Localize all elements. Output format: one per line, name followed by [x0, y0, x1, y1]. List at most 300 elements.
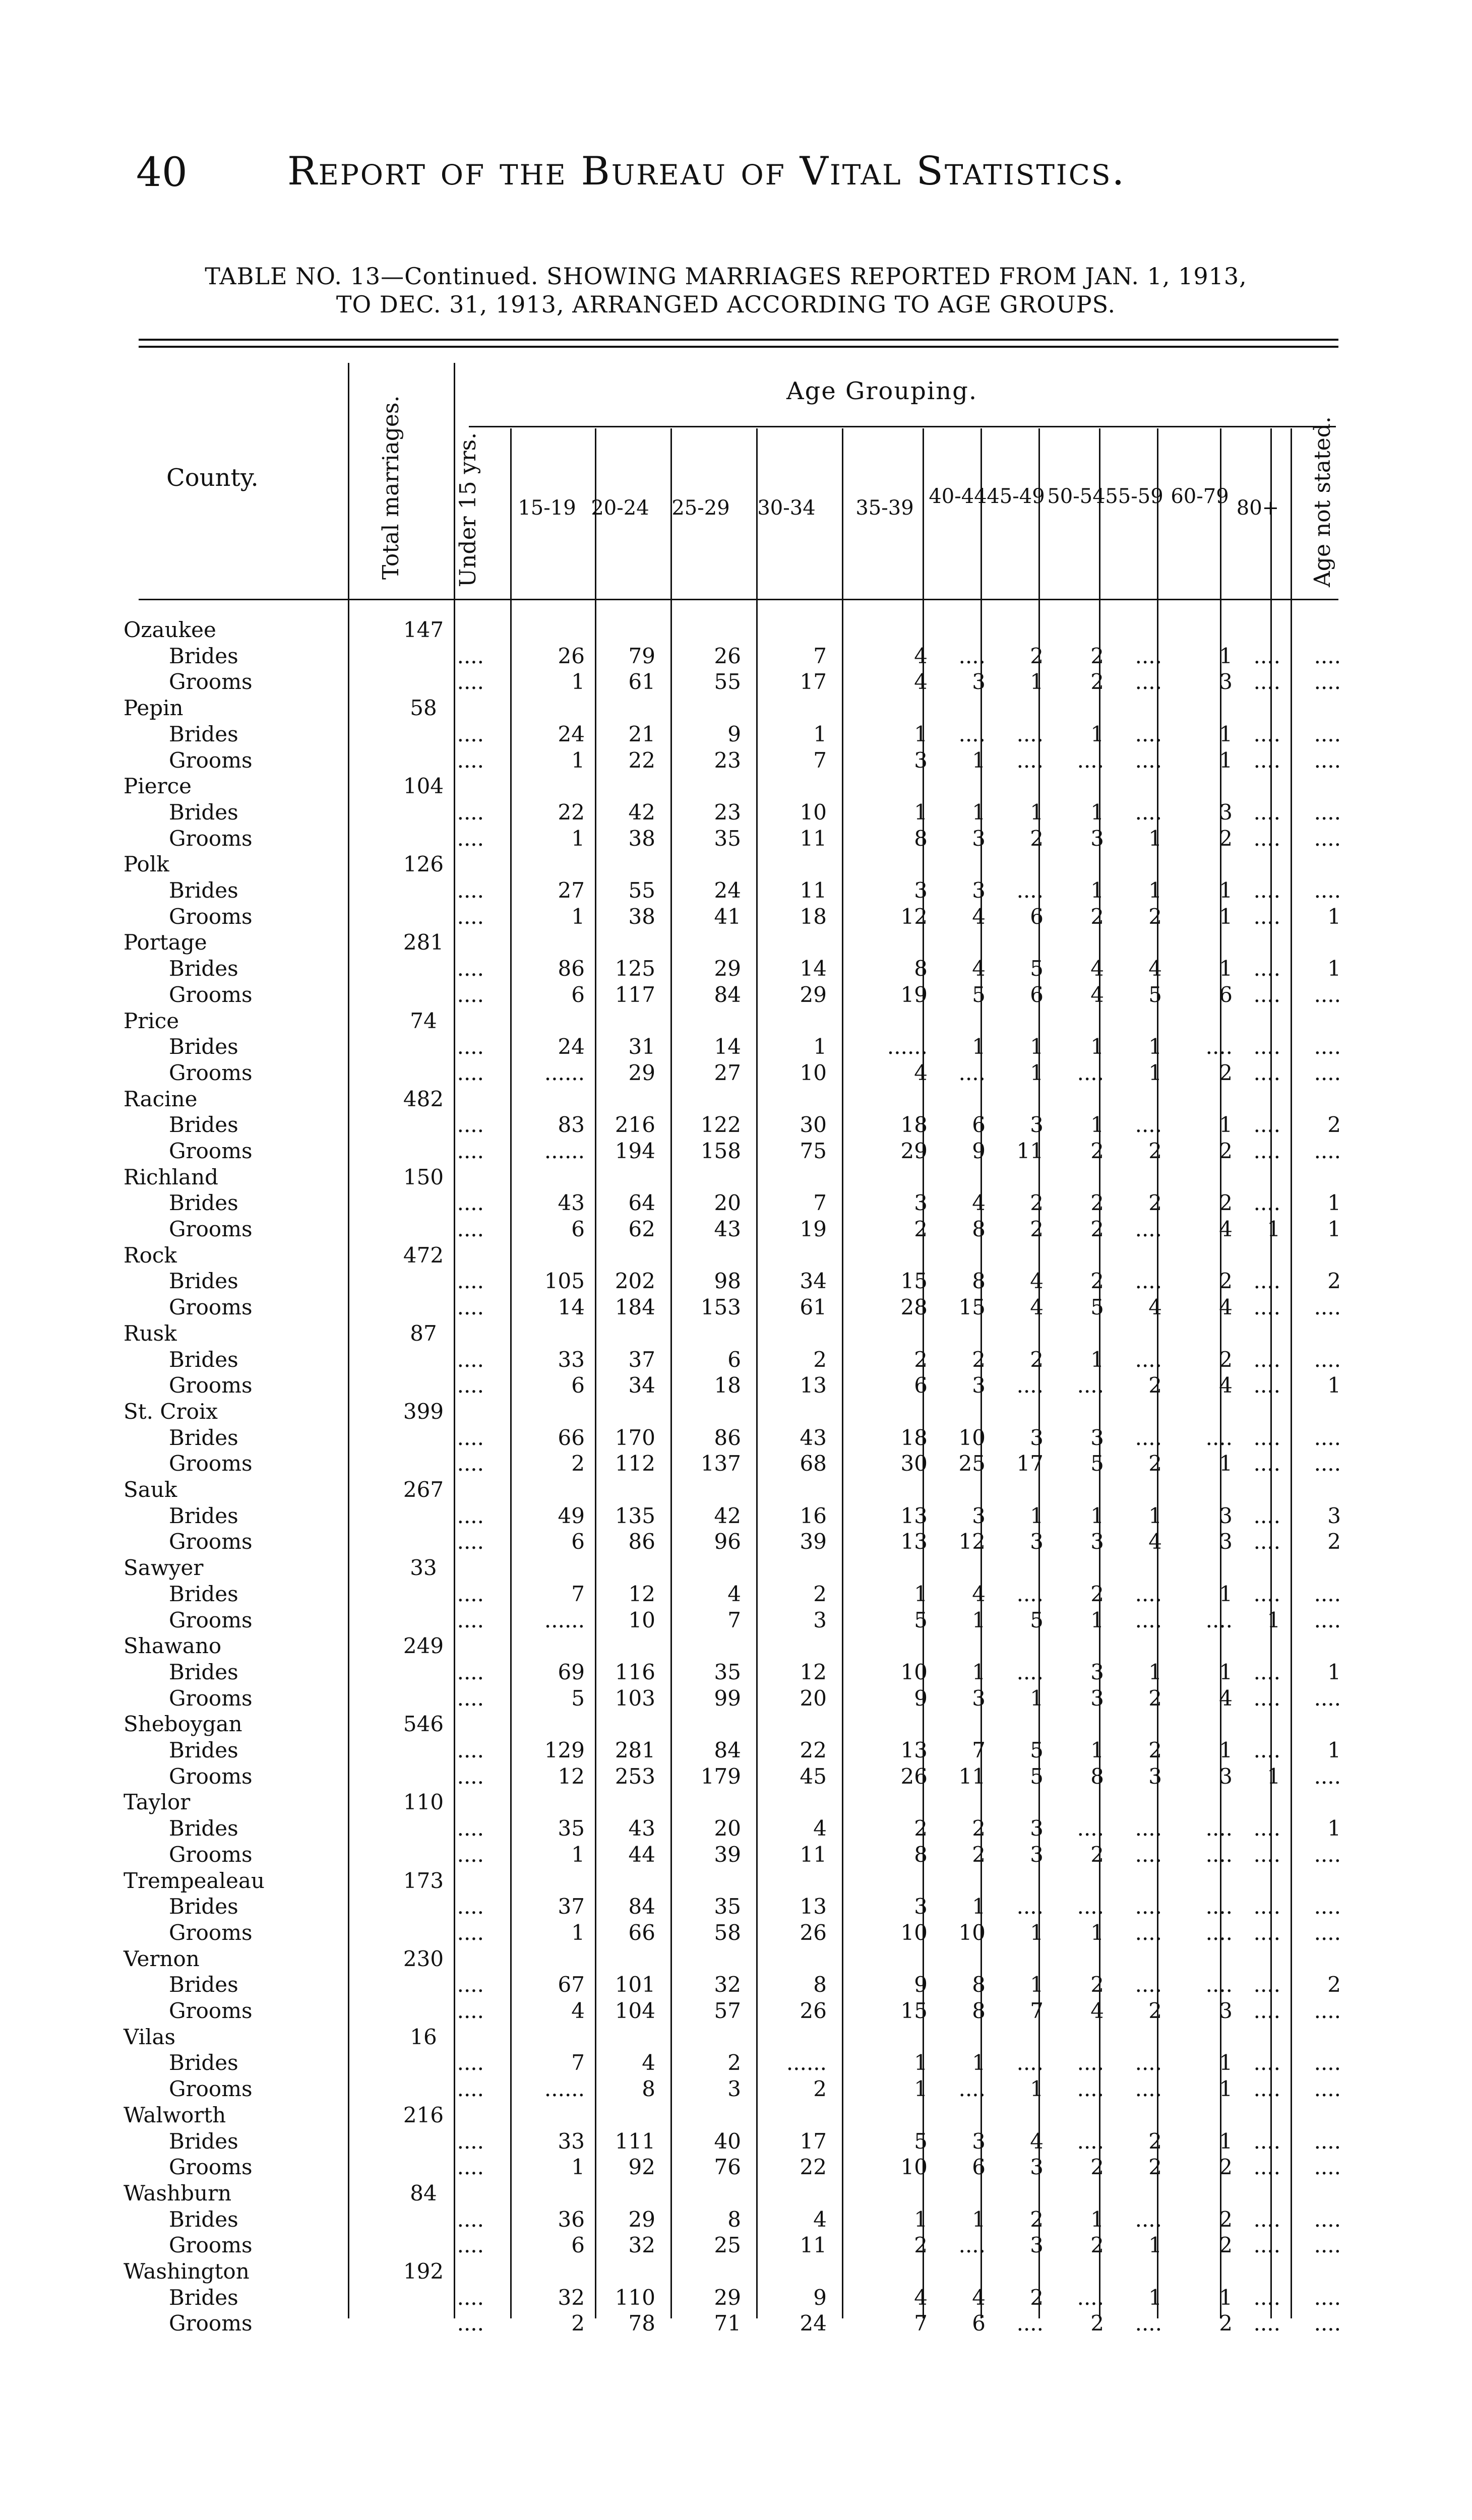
age-count-cell: 2 — [1219, 1190, 1233, 1215]
age-count-cell: 26 — [900, 1764, 928, 1789]
age-count-cell: 26 — [800, 1920, 827, 1945]
age-count-cell: 4 — [1090, 956, 1104, 981]
age-count-cell: 84 — [628, 1894, 655, 1919]
age-count-cell: 9 — [972, 1139, 986, 1163]
total-marriages-value: 84 — [410, 2181, 437, 2206]
age-count-cell: 42 — [628, 800, 655, 825]
age-count-cell: 1 — [1030, 2076, 1044, 2101]
age-count-cell: 1 — [1219, 878, 1233, 903]
age-count-cell: 6 — [972, 1112, 986, 1137]
age-count-cell: 3 — [972, 669, 986, 694]
age-count-cell: 111 — [615, 2129, 655, 2154]
age-count-cell: 1 — [1030, 1920, 1044, 1945]
age-count-cell: 32 — [628, 2233, 655, 2257]
brides-label: Brides — [169, 1816, 238, 1841]
grooms-row — [0, 1295, 1472, 1321]
county-row — [0, 852, 1472, 878]
age-count-cell: 2 — [1090, 904, 1104, 929]
age-count-cell: 30 — [800, 1112, 827, 1137]
age-count-cell: .... — [1253, 1139, 1280, 1163]
age-count-cell: .... — [457, 2207, 484, 2232]
age-count-cell: 1 — [1219, 722, 1233, 746]
age-count-cell: 4 — [571, 1998, 585, 2023]
age-count-cell: .... — [1077, 1373, 1104, 1398]
county-name: Rock — [124, 1243, 177, 1268]
age-count-cell: 19 — [800, 1217, 827, 1241]
age-count-cell: 15 — [900, 1269, 928, 1293]
age-count-cell: 3 — [1219, 669, 1233, 694]
county-row — [0, 1712, 1472, 1738]
age-count-cell: .... — [1253, 800, 1280, 825]
age-count-cell: 38 — [628, 826, 655, 851]
age-count-cell: .... — [457, 1217, 484, 1241]
age-count-cell: 2 — [972, 1816, 986, 1841]
brides-row — [0, 1582, 1472, 1608]
age-count-cell: 1 — [914, 800, 928, 825]
county-name: Portage — [124, 930, 207, 955]
age-count-cell: 1 — [972, 1660, 986, 1684]
total-marriages-value: 74 — [410, 1009, 437, 1033]
age-count-cell: 5 — [914, 1608, 928, 1632]
age-count-cell: 27 — [558, 878, 585, 903]
age-count-cell: .... — [1253, 2233, 1280, 2257]
age-count-cell: .... — [457, 1816, 484, 1841]
age-count-cell: .... — [457, 1920, 484, 1945]
age-count-cell: 4 — [1030, 1269, 1044, 1293]
age-count-cell: 2 — [1327, 1529, 1341, 1554]
age-count-cell: .... — [457, 1503, 484, 1528]
age-count-cell: 11 — [800, 878, 827, 903]
age-count-cell: 2 — [914, 1217, 928, 1241]
age-count-cell: 86 — [558, 956, 585, 981]
age-count-cell: 3 — [914, 1894, 928, 1919]
age-count-cell: .... — [1253, 904, 1280, 929]
grooms-label: Grooms — [169, 2233, 253, 2257]
brides-row — [0, 1347, 1472, 1373]
age-count-cell: .... — [457, 1764, 484, 1789]
brides-row — [0, 800, 1472, 826]
age-count-cell: .... — [1253, 1451, 1280, 1476]
age-count-cell: .... — [1077, 2050, 1104, 2075]
grooms-label: Grooms — [169, 2311, 253, 2336]
total-marriages-value: 192 — [403, 2259, 444, 2284]
age-count-cell: 5 — [1148, 982, 1162, 1007]
grooms-label: Grooms — [169, 982, 253, 1007]
brides-row — [0, 2129, 1472, 2155]
age-count-cell: 129 — [544, 1738, 585, 1762]
age-count-cell: .... — [1016, 878, 1044, 903]
age-count-cell: 12 — [628, 1582, 655, 1606]
total-marriages-value: 150 — [403, 1165, 444, 1189]
age-count-cell: 2 — [914, 1347, 928, 1372]
age-count-cell: 92 — [628, 2155, 655, 2179]
age-count-cell: .... — [1253, 956, 1280, 981]
age-count-cell: 1 — [1090, 2207, 1104, 2232]
age-count-cell: 1 — [1090, 1608, 1104, 1632]
grooms-row — [0, 1139, 1472, 1165]
age-count-cell: .... — [1253, 722, 1280, 746]
county-row — [0, 2181, 1472, 2207]
age-count-cell: .... — [1077, 2285, 1104, 2310]
age-count-cell: 18 — [800, 904, 827, 929]
age-count-cell: 2 — [1148, 1139, 1162, 1163]
age-count-cell: 7 — [813, 748, 827, 773]
grooms-label: Grooms — [169, 748, 253, 773]
age-count-cell: 10 — [900, 1660, 928, 1684]
age-column-header: 40-44 — [929, 485, 987, 508]
age-count-cell: .... — [1253, 1269, 1280, 1293]
county-name: Rusk — [124, 1321, 177, 1346]
header-bottom-rule — [139, 599, 1338, 600]
age-count-cell: .... — [1253, 826, 1280, 851]
age-count-cell: 37 — [558, 1894, 585, 1919]
grooms-row — [0, 982, 1472, 1009]
age-count-cell: 1 — [1267, 1217, 1280, 1241]
age-count-cell: 29 — [628, 1060, 655, 1085]
age-count-cell: .... — [1135, 1347, 1162, 1372]
brides-row — [0, 878, 1472, 904]
age-count-cell: 34 — [800, 1269, 827, 1293]
age-count-cell: .... — [457, 1112, 484, 1137]
age-count-cell: .... — [958, 2233, 986, 2257]
age-count-cell: .... — [1253, 1582, 1280, 1606]
age-count-cell: .... — [1135, 1269, 1162, 1293]
brides-label: Brides — [169, 722, 238, 746]
age-count-cell: .... — [1314, 722, 1341, 746]
total-marriages-header: Total marriages. — [378, 395, 404, 580]
age-count-cell: 4 — [813, 1816, 827, 1841]
brides-label: Brides — [169, 1503, 238, 1528]
age-count-cell: 3 — [1030, 1529, 1044, 1554]
age-count-cell: 35 — [714, 1660, 741, 1684]
age-count-cell: 1 — [914, 2207, 928, 2232]
age-count-cell: 2 — [1148, 1373, 1162, 1398]
age-count-cell: .... — [1253, 748, 1280, 773]
age-count-cell: 20 — [714, 1816, 741, 1841]
age-count-cell: 6 — [571, 1373, 585, 1398]
age-count-cell: .... — [457, 2233, 484, 2257]
age-count-cell: 1 — [1327, 956, 1341, 981]
grooms-row — [0, 1686, 1472, 1712]
brides-label: Brides — [169, 2129, 238, 2154]
age-count-cell: 1 — [1030, 1686, 1044, 1711]
age-count-cell: .... — [457, 2155, 484, 2179]
age-count-cell: 4 — [642, 2050, 655, 2075]
age-count-cell: 8 — [972, 1998, 986, 2023]
age-count-cell: 1 — [1090, 1738, 1104, 1762]
age-count-cell: 8 — [914, 826, 928, 851]
age-count-cell: .... — [457, 1034, 484, 1059]
age-count-cell: 12 — [958, 1529, 986, 1554]
age-count-cell: 66 — [628, 1920, 655, 1945]
age-count-cell: 281 — [615, 1738, 655, 1762]
age-count-cell: 2 — [1219, 1139, 1233, 1163]
age-count-cell: 1 — [1219, 1112, 1233, 1137]
age-count-cell: 5 — [914, 2129, 928, 2154]
age-count-cell: 29 — [628, 2207, 655, 2232]
age-count-cell: 1 — [1090, 1112, 1104, 1137]
age-count-cell: 38 — [628, 904, 655, 929]
brides-label: Brides — [169, 878, 238, 903]
age-count-cell: 5 — [1030, 1608, 1044, 1632]
age-count-cell: 1 — [1327, 1217, 1341, 1241]
age-column-header: 30-34 — [757, 496, 816, 520]
age-count-cell: .... — [1135, 1920, 1162, 1945]
age-count-cell: 1 — [571, 904, 585, 929]
age-count-cell: 3 — [1090, 826, 1104, 851]
age-count-cell: 18 — [900, 1425, 928, 1450]
age-count-cell: .... — [457, 1686, 484, 1711]
age-count-cell: 5 — [1090, 1451, 1104, 1476]
age-count-cell: .... — [1205, 1920, 1233, 1945]
age-count-cell: 3 — [1030, 1112, 1044, 1137]
grooms-label: Grooms — [169, 1060, 253, 1085]
age-count-cell: 6 — [571, 2233, 585, 2257]
age-count-cell: 179 — [700, 1764, 741, 1789]
age-count-cell: 2 — [571, 2311, 585, 2336]
age-count-cell: 32 — [558, 2285, 585, 2310]
age-count-cell: 153 — [700, 1295, 741, 1319]
age-count-cell: ...... — [544, 1608, 585, 1632]
total-marriages-value: 249 — [403, 1633, 444, 1658]
age-count-cell: 3 — [727, 2076, 741, 2101]
age-count-cell: .... — [1135, 2076, 1162, 2101]
age-count-cell: 7 — [972, 1738, 986, 1762]
grooms-row — [0, 2076, 1472, 2103]
age-count-cell: .... — [1253, 1972, 1280, 1997]
age-count-cell: 116 — [615, 1660, 655, 1684]
grooms-row — [0, 1529, 1472, 1555]
age-count-cell: 6 — [972, 2311, 986, 2336]
brides-row — [0, 956, 1472, 982]
age-count-cell: .... — [1016, 722, 1044, 746]
age-count-cell: 104 — [615, 1998, 655, 2023]
grooms-label: Grooms — [169, 2076, 253, 2101]
age-count-cell: .... — [1016, 1894, 1044, 1919]
age-count-cell: 10 — [628, 1608, 655, 1632]
age-count-cell: .... — [457, 2129, 484, 2154]
age-count-cell: .... — [457, 800, 484, 825]
age-count-cell: 84 — [714, 982, 741, 1007]
age-count-cell: 3 — [972, 1503, 986, 1528]
age-count-cell: 8 — [972, 1217, 986, 1241]
age-count-cell: 1 — [914, 2076, 928, 2101]
county-row — [0, 1321, 1472, 1347]
age-count-cell: 1 — [1219, 904, 1233, 929]
age-count-cell: 86 — [714, 1425, 741, 1450]
brides-row — [0, 1425, 1472, 1452]
total-marriages-value: 110 — [403, 1790, 444, 1814]
age-count-cell: .... — [457, 1582, 484, 1606]
total-marriages-value: 399 — [403, 1399, 444, 1424]
age-count-cell: 7 — [813, 644, 827, 668]
age-count-cell: 2 — [1090, 1269, 1104, 1293]
grooms-label: Grooms — [169, 1451, 253, 1476]
age-count-cell: 43 — [628, 1816, 655, 1841]
age-count-cell: 5 — [1030, 956, 1044, 981]
age-count-cell: 1 — [972, 1894, 986, 1919]
age-count-cell: 2 — [813, 1582, 827, 1606]
age-count-cell: .... — [1253, 1842, 1280, 1867]
age-count-cell: 35 — [558, 1816, 585, 1841]
age-count-cell: .... — [1314, 1764, 1341, 1789]
age-count-cell: 8 — [972, 1269, 986, 1293]
age-count-cell: .... — [1077, 1816, 1104, 1841]
total-marriages-value: 16 — [410, 2025, 437, 2049]
age-count-cell: 22 — [628, 748, 655, 773]
age-count-cell: .... — [1253, 1894, 1280, 1919]
age-count-cell: .... — [457, 1529, 484, 1554]
total-marriages-value: 147 — [403, 617, 444, 642]
grooms-label: Grooms — [169, 1295, 253, 1319]
age-count-cell: .... — [1135, 669, 1162, 694]
age-count-cell: 13 — [800, 1373, 827, 1398]
under-15-header: Under 15 yrs. — [455, 432, 481, 587]
grooms-row — [0, 1451, 1472, 1477]
age-count-cell: 2 — [1219, 1060, 1233, 1085]
age-count-cell: .... — [1205, 1034, 1233, 1059]
age-count-cell: 3 — [1090, 1686, 1104, 1711]
age-count-cell: 7 — [571, 2050, 585, 2075]
age-count-cell: 1 — [972, 1034, 986, 1059]
total-marriages-value: 216 — [403, 2103, 444, 2127]
age-count-cell: 43 — [714, 1217, 741, 1241]
age-count-cell: 1 — [1090, 1503, 1104, 1528]
grooms-row — [0, 1764, 1472, 1790]
age-count-cell: 4 — [813, 2207, 827, 2232]
age-count-cell: 2 — [1030, 2207, 1044, 2232]
age-count-cell: 101 — [615, 1972, 655, 1997]
age-count-cell: 1 — [571, 669, 585, 694]
county-name: Vilas — [124, 2025, 176, 2049]
age-count-cell: 26 — [800, 1998, 827, 2023]
age-count-cell: 170 — [615, 1425, 655, 1450]
grooms-row — [0, 1920, 1472, 1946]
age-count-cell: .... — [1314, 2129, 1341, 2154]
age-count-cell: 194 — [615, 1139, 655, 1163]
age-count-cell: 1 — [1030, 800, 1044, 825]
age-count-cell: 6 — [727, 1347, 741, 1372]
age-column-header: 35-39 — [855, 496, 914, 520]
age-count-cell: 4 — [1090, 982, 1104, 1007]
age-count-cell: .... — [1135, 2050, 1162, 2075]
age-count-cell: .... — [1205, 1894, 1233, 1919]
age-count-cell: 11 — [800, 826, 827, 851]
age-count-cell: 10 — [958, 1425, 986, 1450]
age-count-cell: .... — [1314, 1842, 1341, 1867]
age-count-cell: .... — [1253, 1998, 1280, 2023]
age-count-cell: .... — [1016, 2050, 1044, 2075]
age-count-cell: 84 — [714, 1738, 741, 1762]
grooms-row — [0, 748, 1472, 774]
age-count-cell: .... — [457, 878, 484, 903]
county-row — [0, 1946, 1472, 1973]
age-count-cell: .... — [1314, 1425, 1341, 1450]
age-count-cell: .... — [1253, 878, 1280, 903]
county-name: Shawano — [124, 1633, 222, 1658]
county-row — [0, 696, 1472, 722]
age-count-cell: 24 — [800, 2311, 827, 2336]
age-count-cell: .... — [457, 2050, 484, 2075]
age-count-cell: 8 — [727, 2207, 741, 2232]
age-count-cell: 22 — [558, 800, 585, 825]
brides-label: Brides — [169, 1582, 238, 1606]
age-count-cell: 1 — [1090, 1347, 1104, 1372]
age-count-cell: 17 — [800, 669, 827, 694]
age-count-cell: 26 — [558, 644, 585, 668]
age-count-cell: .... — [1135, 1842, 1162, 1867]
age-count-cell: .... — [1253, 1112, 1280, 1137]
age-count-cell: 2 — [1148, 2155, 1162, 2179]
age-count-cell: 17 — [800, 2129, 827, 2154]
age-count-cell: .... — [457, 982, 484, 1007]
age-count-cell: 23 — [714, 748, 741, 773]
brides-row — [0, 2285, 1472, 2311]
age-count-cell: 18 — [900, 1112, 928, 1137]
age-count-cell: 1 — [1327, 1373, 1341, 1398]
age-count-cell: 76 — [714, 2155, 741, 2179]
age-count-cell: 1 — [1030, 1034, 1044, 1059]
age-count-cell: 4 — [914, 669, 928, 694]
brides-row — [0, 1894, 1472, 1920]
age-count-cell: 1 — [1090, 878, 1104, 903]
age-count-cell: 5 — [571, 1686, 585, 1711]
age-count-cell: 4 — [1219, 1373, 1233, 1398]
age-count-cell: 1 — [571, 1920, 585, 1945]
age-count-cell: 3 — [1219, 1529, 1233, 1554]
age-count-cell: 8 — [813, 1972, 827, 1997]
age-count-cell: .... — [1135, 1894, 1162, 1919]
age-count-cell: 2 — [1219, 2207, 1233, 2232]
age-count-cell: 14 — [558, 1295, 585, 1319]
age-count-cell: 3 — [972, 1686, 986, 1711]
age-count-cell: .... — [457, 826, 484, 851]
running-head — [121, 149, 1381, 209]
brides-row — [0, 1112, 1472, 1139]
age-count-cell: .... — [457, 1269, 484, 1293]
age-count-cell: 216 — [615, 1112, 655, 1137]
grooms-label: Grooms — [169, 1842, 253, 1867]
age-count-cell: .... — [958, 644, 986, 668]
age-count-cell: .... — [958, 722, 986, 746]
age-count-cell: 1 — [1148, 878, 1162, 903]
age-count-cell: .... — [457, 1608, 484, 1632]
age-count-cell: 110 — [615, 2285, 655, 2310]
age-count-cell: 8 — [642, 2076, 655, 2101]
age-count-cell: 7 — [571, 1582, 585, 1606]
grooms-label: Grooms — [169, 669, 253, 694]
age-count-cell: 1 — [1148, 2285, 1162, 2310]
age-count-cell: 1 — [1219, 1660, 1233, 1684]
grooms-row — [0, 1217, 1472, 1243]
age-count-cell: 2 — [1090, 2233, 1104, 2257]
county-row — [0, 2103, 1472, 2129]
age-count-cell: 3 — [972, 1373, 986, 1398]
grooms-row — [0, 1608, 1472, 1634]
brides-label: Brides — [169, 1660, 238, 1684]
age-count-cell: 15 — [900, 1998, 928, 2023]
total-marriages-value: 33 — [410, 1555, 437, 1580]
total-marriages-value: 104 — [403, 774, 444, 798]
age-count-cell: 2 — [1148, 1738, 1162, 1762]
age-count-cell: 39 — [800, 1529, 827, 1554]
age-count-cell: 19 — [900, 982, 928, 1007]
age-column-header: 25-29 — [671, 496, 730, 520]
age-count-cell: .... — [1135, 1112, 1162, 1137]
age-count-cell: 2 — [1148, 1686, 1162, 1711]
age-count-cell: 3 — [972, 2129, 986, 2154]
age-count-cell: .... — [1314, 1998, 1341, 2023]
